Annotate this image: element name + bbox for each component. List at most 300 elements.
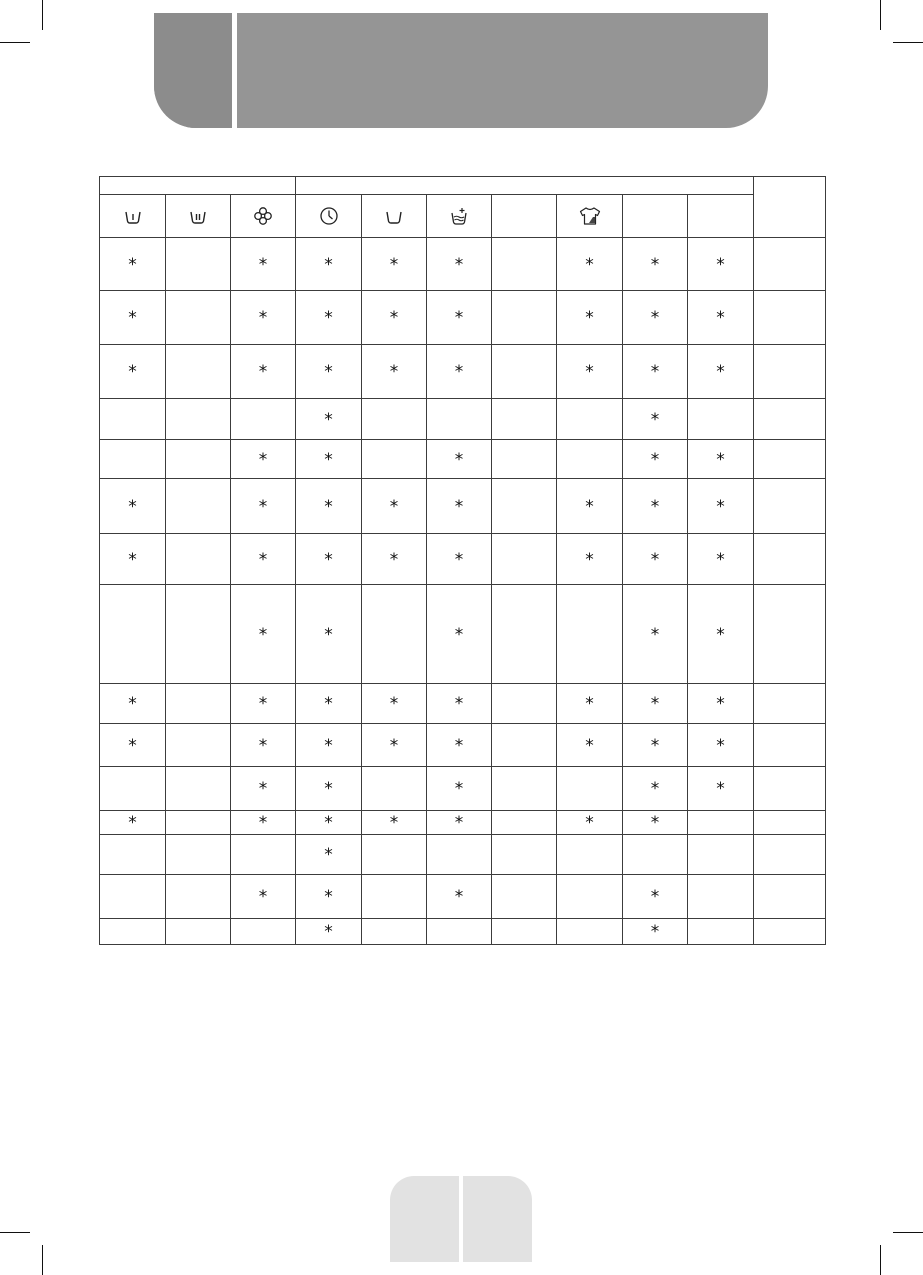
table-cell (100, 875, 166, 919)
table-cell (362, 345, 427, 399)
table-cell (166, 399, 231, 440)
option-available-mark: * (716, 624, 725, 645)
table-cell (754, 684, 826, 724)
table-cell (688, 345, 754, 399)
option-available-mark: * (128, 694, 137, 714)
option-available-mark: * (650, 496, 660, 517)
table-cell (688, 479, 754, 534)
option-available-mark: * (258, 449, 268, 470)
table-cell (754, 919, 826, 945)
table-cell (492, 345, 557, 399)
table-cell (231, 767, 296, 811)
table-cell (427, 724, 492, 767)
table-cell (557, 399, 623, 440)
table-cell (557, 919, 623, 945)
option-available-mark: * (650, 409, 660, 430)
table-cell (427, 919, 492, 945)
table-cell (166, 585, 231, 684)
table-cell (296, 291, 362, 345)
table-cell (100, 238, 166, 291)
table-cell (492, 875, 557, 919)
table-cell (296, 238, 362, 291)
option-available-mark: * (716, 549, 725, 570)
crop-mark (0, 42, 30, 43)
option-available-mark: * (650, 254, 660, 275)
table-cell (296, 767, 362, 811)
option-available-mark: * (650, 887, 660, 907)
table-cell (231, 440, 296, 479)
wash-tub-2-icon (188, 209, 208, 225)
option-available-mark: * (716, 496, 725, 517)
table-cell (166, 479, 231, 534)
table-cell (492, 811, 557, 835)
option-available-mark: * (716, 694, 725, 714)
table-row (100, 919, 826, 945)
table-cell (492, 724, 557, 767)
crop-mark (0, 1232, 30, 1233)
extra-rinse-icon (449, 206, 469, 226)
col-header-easy-iron (557, 195, 623, 238)
table-cell (492, 534, 557, 585)
option-available-mark: * (324, 735, 333, 756)
option-available-mark: * (128, 496, 137, 517)
table-cell (557, 724, 623, 767)
table-cell (623, 585, 688, 684)
table-cell (557, 345, 623, 399)
table-cell (557, 440, 623, 479)
crop-mark (893, 42, 923, 43)
table-cell (557, 291, 623, 345)
table-cell (231, 291, 296, 345)
table-cell (492, 479, 557, 534)
table-row (100, 291, 826, 345)
table-cell (623, 724, 688, 767)
option-available-mark: * (585, 813, 594, 833)
table-row (100, 767, 826, 811)
page-header-tab (154, 13, 768, 128)
option-available-mark: * (454, 449, 464, 470)
table-cell (362, 875, 427, 919)
table-cell (362, 534, 427, 585)
table-cell (754, 291, 826, 345)
table-cell (688, 399, 754, 440)
option-available-mark: * (585, 496, 594, 517)
table-cell (296, 479, 362, 534)
option-available-mark: * (650, 813, 660, 833)
table-cell (623, 919, 688, 945)
option-available-mark: * (324, 362, 333, 382)
table-row (100, 345, 826, 399)
table-cell (754, 767, 826, 811)
option-available-mark: * (585, 254, 594, 275)
table-row (100, 835, 826, 875)
option-available-mark: * (258, 496, 268, 517)
option-available-mark: * (258, 624, 268, 645)
table-cell (362, 835, 427, 875)
table-cell (427, 534, 492, 585)
table-cell (623, 291, 688, 345)
table-cell (557, 875, 623, 919)
table-row (100, 724, 826, 767)
page-number-tab (390, 1176, 532, 1262)
table-cell (623, 684, 688, 724)
table-cell (100, 724, 166, 767)
table-cell (623, 479, 688, 534)
option-available-mark: * (454, 362, 464, 382)
option-available-mark: * (650, 549, 660, 570)
table-cell (427, 479, 492, 534)
option-available-mark: * (128, 362, 137, 382)
table-cell (166, 724, 231, 767)
option-available-mark: * (454, 813, 464, 833)
option-available-mark: * (324, 813, 333, 833)
table-row (100, 811, 826, 835)
table-cell (231, 835, 296, 875)
table-cell (754, 585, 826, 684)
table-cell (492, 440, 557, 479)
flower-softener-icon (253, 206, 273, 226)
table-cell (623, 767, 688, 811)
option-available-mark: * (650, 922, 660, 942)
table-cell (166, 875, 231, 919)
table-cell (492, 835, 557, 875)
crop-mark (42, 0, 43, 30)
table-cell (427, 684, 492, 724)
table-cell (166, 811, 231, 835)
table-cell (688, 811, 754, 835)
option-available-mark: * (258, 362, 268, 382)
option-available-mark: * (454, 254, 464, 275)
table-cell (362, 724, 427, 767)
table-cell (296, 875, 362, 919)
table-cell (100, 479, 166, 534)
table-cell (166, 919, 231, 945)
crop-mark (880, 0, 881, 30)
option-available-mark: * (324, 549, 333, 570)
option-available-mark: * (650, 624, 660, 645)
table-cell (754, 345, 826, 399)
option-available-mark: * (716, 735, 725, 756)
wash-tub-1-icon (123, 209, 143, 225)
option-available-mark: * (128, 813, 137, 833)
option-available-mark: * (716, 362, 725, 382)
tshirt-iron-icon (578, 206, 602, 226)
option-available-mark: * (454, 735, 464, 756)
option-available-mark: * (258, 779, 268, 799)
option-available-mark: * (258, 813, 268, 833)
table-cell (296, 724, 362, 767)
table-cell (623, 345, 688, 399)
table-cell (296, 835, 362, 875)
table-cell (100, 684, 166, 724)
table-cell (231, 919, 296, 945)
option-available-mark: * (128, 254, 137, 275)
table-cell (427, 811, 492, 835)
option-available-mark: * (128, 549, 137, 570)
table-cell (688, 440, 754, 479)
option-available-mark: * (324, 845, 333, 865)
col-header-extra-rinse (427, 195, 492, 238)
option-available-mark: * (389, 362, 399, 382)
col-header-softener (231, 195, 296, 238)
option-available-mark: * (389, 496, 399, 517)
table-row (100, 875, 826, 919)
table-cell (688, 238, 754, 291)
group-header-detergent (100, 177, 296, 195)
table-cell (362, 399, 427, 440)
table-row (100, 534, 826, 585)
option-available-mark: * (324, 922, 333, 942)
option-available-mark: * (585, 735, 594, 756)
option-available-mark: * (324, 254, 333, 275)
option-available-mark: * (389, 735, 399, 756)
option-available-mark: * (650, 735, 660, 756)
table-cell (166, 440, 231, 479)
table-cell (362, 684, 427, 724)
option-available-mark: * (324, 308, 333, 328)
col-header-blank (688, 195, 754, 238)
option-available-mark: * (454, 624, 464, 645)
table-cell (623, 440, 688, 479)
table-cell (427, 345, 492, 399)
table-cell (492, 399, 557, 440)
table-cell (492, 684, 557, 724)
table-cell (166, 238, 231, 291)
table-cell (100, 919, 166, 945)
option-available-mark: * (389, 694, 399, 714)
option-available-mark: * (454, 779, 464, 799)
option-available-mark: * (716, 254, 725, 275)
table-cell (296, 684, 362, 724)
option-available-mark: * (716, 449, 725, 470)
table-cell (427, 767, 492, 811)
table-cell (623, 811, 688, 835)
table-cell (688, 919, 754, 945)
option-available-mark: * (258, 254, 268, 275)
option-available-mark: * (324, 694, 333, 714)
table-cell (296, 811, 362, 835)
table-cell (754, 875, 826, 919)
table-cell (623, 399, 688, 440)
group-header-options (296, 177, 754, 195)
table-cell (492, 767, 557, 811)
option-available-mark: * (324, 496, 333, 517)
table-cell (557, 767, 623, 811)
col-header-blank (623, 195, 688, 238)
table-cell (492, 291, 557, 345)
table-cell (688, 585, 754, 684)
table-cell (427, 399, 492, 440)
table-cell (296, 399, 362, 440)
table-cell (362, 291, 427, 345)
option-available-mark: * (258, 887, 268, 907)
table-cell (362, 811, 427, 835)
table-cell (623, 238, 688, 291)
table-cell (688, 835, 754, 875)
option-available-mark: * (389, 813, 399, 833)
table-row (100, 399, 826, 440)
option-available-mark: * (324, 624, 333, 645)
table-cell (362, 585, 427, 684)
option-available-mark: * (454, 887, 464, 907)
table-cell (100, 811, 166, 835)
table-cell (231, 811, 296, 835)
table-cell (492, 919, 557, 945)
table-cell (557, 534, 623, 585)
option-available-mark: * (585, 308, 594, 328)
table-cell (427, 835, 492, 875)
option-available-mark: * (128, 308, 137, 328)
option-available-mark: * (650, 308, 660, 328)
table-cell (754, 238, 826, 291)
table-cell (100, 585, 166, 684)
table-cell (427, 291, 492, 345)
table-cell (166, 345, 231, 399)
crop-mark (893, 1232, 923, 1233)
option-available-mark: * (716, 308, 725, 328)
table-cell (362, 238, 427, 291)
option-available-mark: * (324, 779, 333, 799)
table-cell (296, 919, 362, 945)
table-cell (362, 767, 427, 811)
header-section-block (154, 13, 232, 128)
table-cell (231, 479, 296, 534)
table-cell (688, 684, 754, 724)
table-cell (100, 835, 166, 875)
option-available-mark: * (389, 254, 399, 275)
table-cell (492, 238, 557, 291)
table-cell (427, 875, 492, 919)
footer-divider (459, 1176, 463, 1262)
table-cell (231, 585, 296, 684)
option-available-mark: * (650, 694, 660, 714)
col-header-mainwash (166, 195, 231, 238)
col-header-blank (492, 195, 557, 238)
table-cell (688, 534, 754, 585)
table-cell (754, 479, 826, 534)
option-available-mark: * (454, 694, 464, 714)
table-cell (623, 534, 688, 585)
table-cell (557, 835, 623, 875)
col-header-time (296, 195, 362, 238)
table-cell (296, 534, 362, 585)
table-cell (754, 534, 826, 585)
table-cell (492, 585, 557, 684)
table-cell (231, 875, 296, 919)
table-cell (231, 399, 296, 440)
table-cell (754, 835, 826, 875)
table-cell (100, 399, 166, 440)
option-available-mark: * (585, 549, 594, 570)
table-cell (166, 684, 231, 724)
table-cell (362, 919, 427, 945)
crop-mark (880, 1245, 881, 1275)
table-cell (100, 534, 166, 585)
table-row (100, 684, 826, 724)
table-cell (231, 345, 296, 399)
table-cell (296, 440, 362, 479)
table-cell (296, 585, 362, 684)
col-header-prewash (100, 195, 166, 238)
table-cell (688, 767, 754, 811)
crop-mark (42, 1245, 43, 1275)
option-available-mark: * (128, 735, 137, 756)
table-cell (296, 345, 362, 399)
table-row (100, 585, 826, 684)
option-available-mark: * (454, 308, 464, 328)
table-cell (427, 440, 492, 479)
table-row (100, 440, 826, 479)
table-cell (557, 684, 623, 724)
option-available-mark: * (585, 362, 594, 382)
table-cell (754, 440, 826, 479)
table-cell (557, 238, 623, 291)
table-cell (100, 345, 166, 399)
program-options-table (99, 176, 826, 945)
option-available-mark: * (389, 549, 399, 570)
option-available-mark: * (324, 887, 333, 907)
table-cell (100, 440, 166, 479)
table-cell (427, 238, 492, 291)
table-cell (688, 291, 754, 345)
table-cell (427, 585, 492, 684)
table-cell (623, 875, 688, 919)
option-available-mark: * (650, 449, 660, 470)
group-header-last (754, 177, 826, 238)
table-cell (688, 875, 754, 919)
clock-icon (319, 206, 339, 226)
option-available-mark: * (324, 409, 333, 430)
table-cell (557, 479, 623, 534)
option-available-mark: * (324, 449, 333, 470)
table-cell (100, 767, 166, 811)
option-available-mark: * (650, 779, 660, 799)
option-available-mark: * (389, 308, 399, 328)
option-available-mark: * (716, 779, 725, 799)
option-available-mark: * (585, 694, 594, 714)
table-cell (362, 440, 427, 479)
table-cell (231, 238, 296, 291)
table-cell (166, 534, 231, 585)
table-cell (754, 811, 826, 835)
table-row (100, 479, 826, 534)
table-cell (688, 724, 754, 767)
table-cell (623, 835, 688, 875)
table-cell (231, 534, 296, 585)
table-cell (231, 684, 296, 724)
option-available-mark: * (454, 496, 464, 517)
table-cell (362, 479, 427, 534)
option-available-mark: * (258, 549, 268, 570)
table-cell (166, 767, 231, 811)
table-cell (754, 399, 826, 440)
table-cell (231, 724, 296, 767)
option-available-mark: * (650, 362, 660, 382)
option-available-mark: * (258, 308, 268, 328)
table-cell (754, 724, 826, 767)
table-cell (100, 291, 166, 345)
table-cell (557, 585, 623, 684)
wash-tub-icon (384, 209, 404, 225)
table-cell (166, 835, 231, 875)
header-divider (232, 13, 237, 128)
table-row (100, 238, 826, 291)
col-header-wash (362, 195, 427, 238)
option-available-mark: * (454, 549, 464, 570)
table-cell (557, 811, 623, 835)
table-cell (166, 291, 231, 345)
option-available-mark: * (258, 735, 268, 756)
